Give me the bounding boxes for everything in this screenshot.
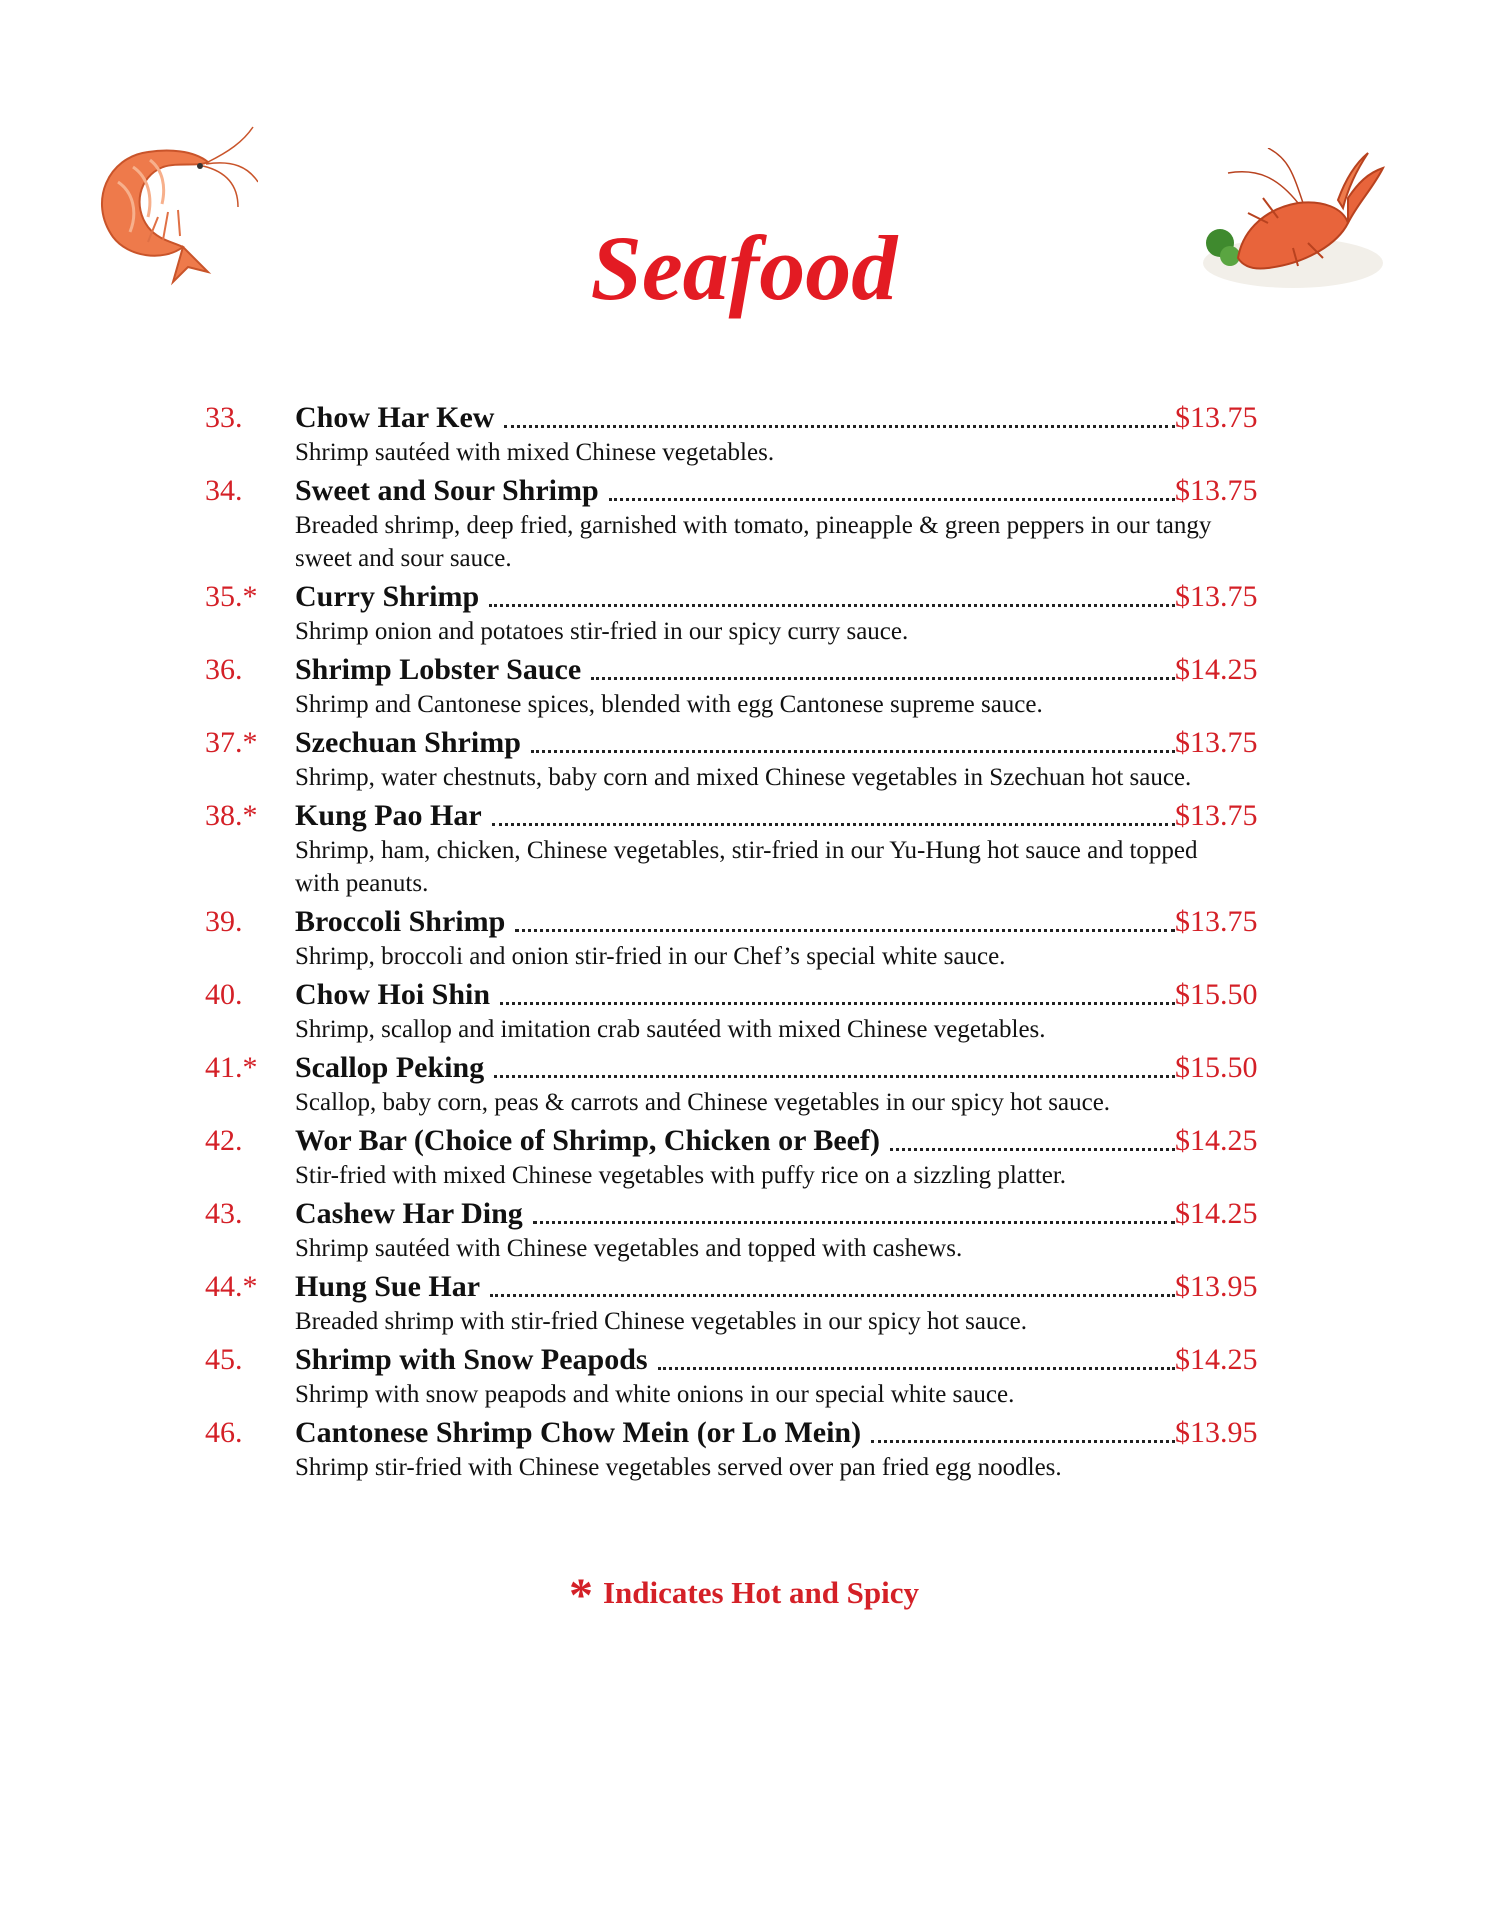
menu-item-header [205,1050,1265,1086]
item-price: $13.95 [1175,1416,1258,1449]
dot-leader [890,1147,1175,1151]
menu-item [205,977,1265,1050]
item-price: $14.25 [1175,1124,1258,1157]
menu-item [205,400,1265,473]
item-number: 35.* [205,580,258,613]
item-name-line [295,400,1175,436]
menu-item-header [205,1415,1265,1451]
item-description: Shrimp with snow peapods and white onions in our special white sauce. [295,1381,1015,1408]
item-name: Chow Hoi Shin [295,978,491,1011]
menu-item-header [205,400,1265,436]
menu-item-header [205,473,1265,509]
menu-item-header [205,725,1265,761]
item-description: Shrimp, broccoli and onion stir-fried in our Chef’s special white sauce. [295,943,1006,970]
item-name: Curry Shrimp [295,580,480,613]
menu-item [205,725,1265,798]
menu-item-header [205,1123,1265,1159]
item-description: Shrimp stir-fried with Chinese vegetables served over pan fried egg noodles. [295,1454,1062,1481]
item-name-line [295,725,1175,761]
item-description: Shrimp sautéed with Chinese vegetables and topped with cashews. [295,1235,963,1262]
item-number: 39. [205,905,243,938]
item-name: Kung Pao Har [295,799,482,832]
menu-item [205,1269,1265,1342]
dot-leader [504,424,1175,428]
item-price: $15.50 [1175,978,1258,1011]
dot-leader [492,822,1175,826]
item-description: Scallop, baby corn, peas & carrots and Chinese vegetables in our spicy hot sauce. [295,1089,1111,1116]
item-description: Shrimp sautéed with mixed Chinese vegetables. [295,439,775,466]
menu-item [205,1196,1265,1269]
item-name: Cashew Har Ding [295,1197,523,1230]
item-price: $13.75 [1175,474,1258,507]
menu-item [205,798,1265,904]
item-number: 43. [205,1197,243,1230]
item-description: Breaded shrimp with stir-fried Chinese vegetables in our spicy hot sauce. [295,1308,1027,1335]
dot-leader [533,1220,1175,1224]
item-number: 41.* [205,1051,258,1084]
item-number: 45. [205,1343,243,1376]
dot-leader [489,603,1175,607]
item-number: 42. [205,1124,243,1157]
menu-item-header [205,798,1265,834]
menu-item [205,579,1265,652]
footnote-text: Indicates Hot and Spicy [602,1575,920,1610]
item-price: $13.75 [1175,580,1258,613]
item-number: 46. [205,1416,243,1449]
menu-item-header [205,1269,1265,1305]
menu-item [205,652,1265,725]
footnote [0,1560,1488,1622]
menu-item [205,473,1265,579]
dot-leader [531,749,1175,753]
item-number: 36. [205,653,243,686]
menu-item-header [205,1342,1265,1378]
item-name-line [295,977,1175,1013]
item-price: $13.75 [1175,905,1258,938]
item-name-line [295,473,1175,509]
item-number: 44.* [205,1270,258,1303]
spicy-star-icon: * [568,1569,593,1622]
dot-leader [658,1366,1175,1370]
menu-item-header [205,904,1265,940]
item-price: $13.75 [1175,401,1258,434]
item-description: Stir-fried with mixed Chinese vegetables with puffy rice on a sizzling platter. [295,1162,1067,1189]
dot-leader [609,497,1175,501]
dot-leader [871,1439,1175,1443]
page-title: Seafood [590,217,898,319]
item-name: Shrimp with Snow Peapods [295,1343,648,1376]
item-description: Shrimp, water chestnuts, baby corn and mixed Chinese vegetables in Szechuan hot sauce. [295,764,1192,791]
item-name-line [295,1196,1175,1232]
item-name-line [295,1342,1175,1378]
item-name-line [295,1050,1175,1086]
item-name: Cantonese Shrimp Chow Mein (or Lo Mein) [295,1416,862,1449]
item-price: $13.75 [1175,726,1258,759]
item-price: $14.25 [1175,1197,1258,1230]
item-description: Shrimp, scallop and imitation crab sautéed with mixed Chinese vegetables. [295,1016,1046,1043]
item-price: $13.75 [1175,799,1258,832]
item-description: Shrimp, ham, chicken, Chinese vegetables, stir-fried in our Yu-Hung hot sauce and topped with peanuts. [295,837,1198,897]
item-number: 33. [205,401,243,434]
menu-item [205,1342,1265,1415]
item-price: $14.25 [1175,653,1258,686]
item-number: 40. [205,978,243,1011]
item-name-line [295,1269,1175,1305]
menu-item-header [205,579,1265,615]
item-name-line [295,1415,1175,1451]
menu-item-header [205,1196,1265,1232]
item-name: Broccoli Shrimp [295,905,506,938]
item-name-line [295,652,1175,688]
menu-item [205,1415,1265,1488]
item-name: Scallop Peking [295,1051,485,1084]
menu-item [205,904,1265,977]
dot-leader [490,1293,1175,1297]
dot-leader [494,1074,1175,1078]
item-number: 34. [205,474,243,507]
item-name: Shrimp Lobster Sauce [295,653,582,686]
menu-item-header [205,977,1265,1013]
item-name-line [295,798,1175,834]
item-name-line [295,579,1175,615]
dot-leader [500,1001,1175,1005]
item-price: $13.95 [1175,1270,1258,1303]
item-description: Shrimp and Cantonese spices, blended with egg Cantonese supreme sauce. [295,691,1043,718]
menu-list [205,400,1265,1488]
item-description: Shrimp onion and potatoes stir-fried in our spicy curry sauce. [295,618,909,645]
menu-item [205,1123,1265,1196]
item-number: 37.* [205,726,258,759]
item-number: 38.* [205,799,258,832]
dot-leader [591,676,1175,680]
item-name: Sweet and Sour Shrimp [295,474,599,507]
item-name: Hung Sue Har [295,1270,481,1303]
item-name: Szechuan Shrimp [295,726,521,759]
dot-leader [515,928,1175,932]
item-price: $15.50 [1175,1051,1258,1084]
menu-item-header [205,652,1265,688]
item-description: Breaded shrimp, deep fried, garnished with tomato, pineapple & green peppers in our tangy sweet and sour sauce. [295,512,1212,572]
item-name: Wor Bar (Choice of Shrimp, Chicken or Beef) [295,1124,880,1157]
item-name-line [295,1123,1175,1159]
menu-item [205,1050,1265,1123]
item-name: Chow Har Kew [295,401,495,434]
item-price: $14.25 [1175,1343,1258,1376]
item-name-line [295,904,1175,940]
